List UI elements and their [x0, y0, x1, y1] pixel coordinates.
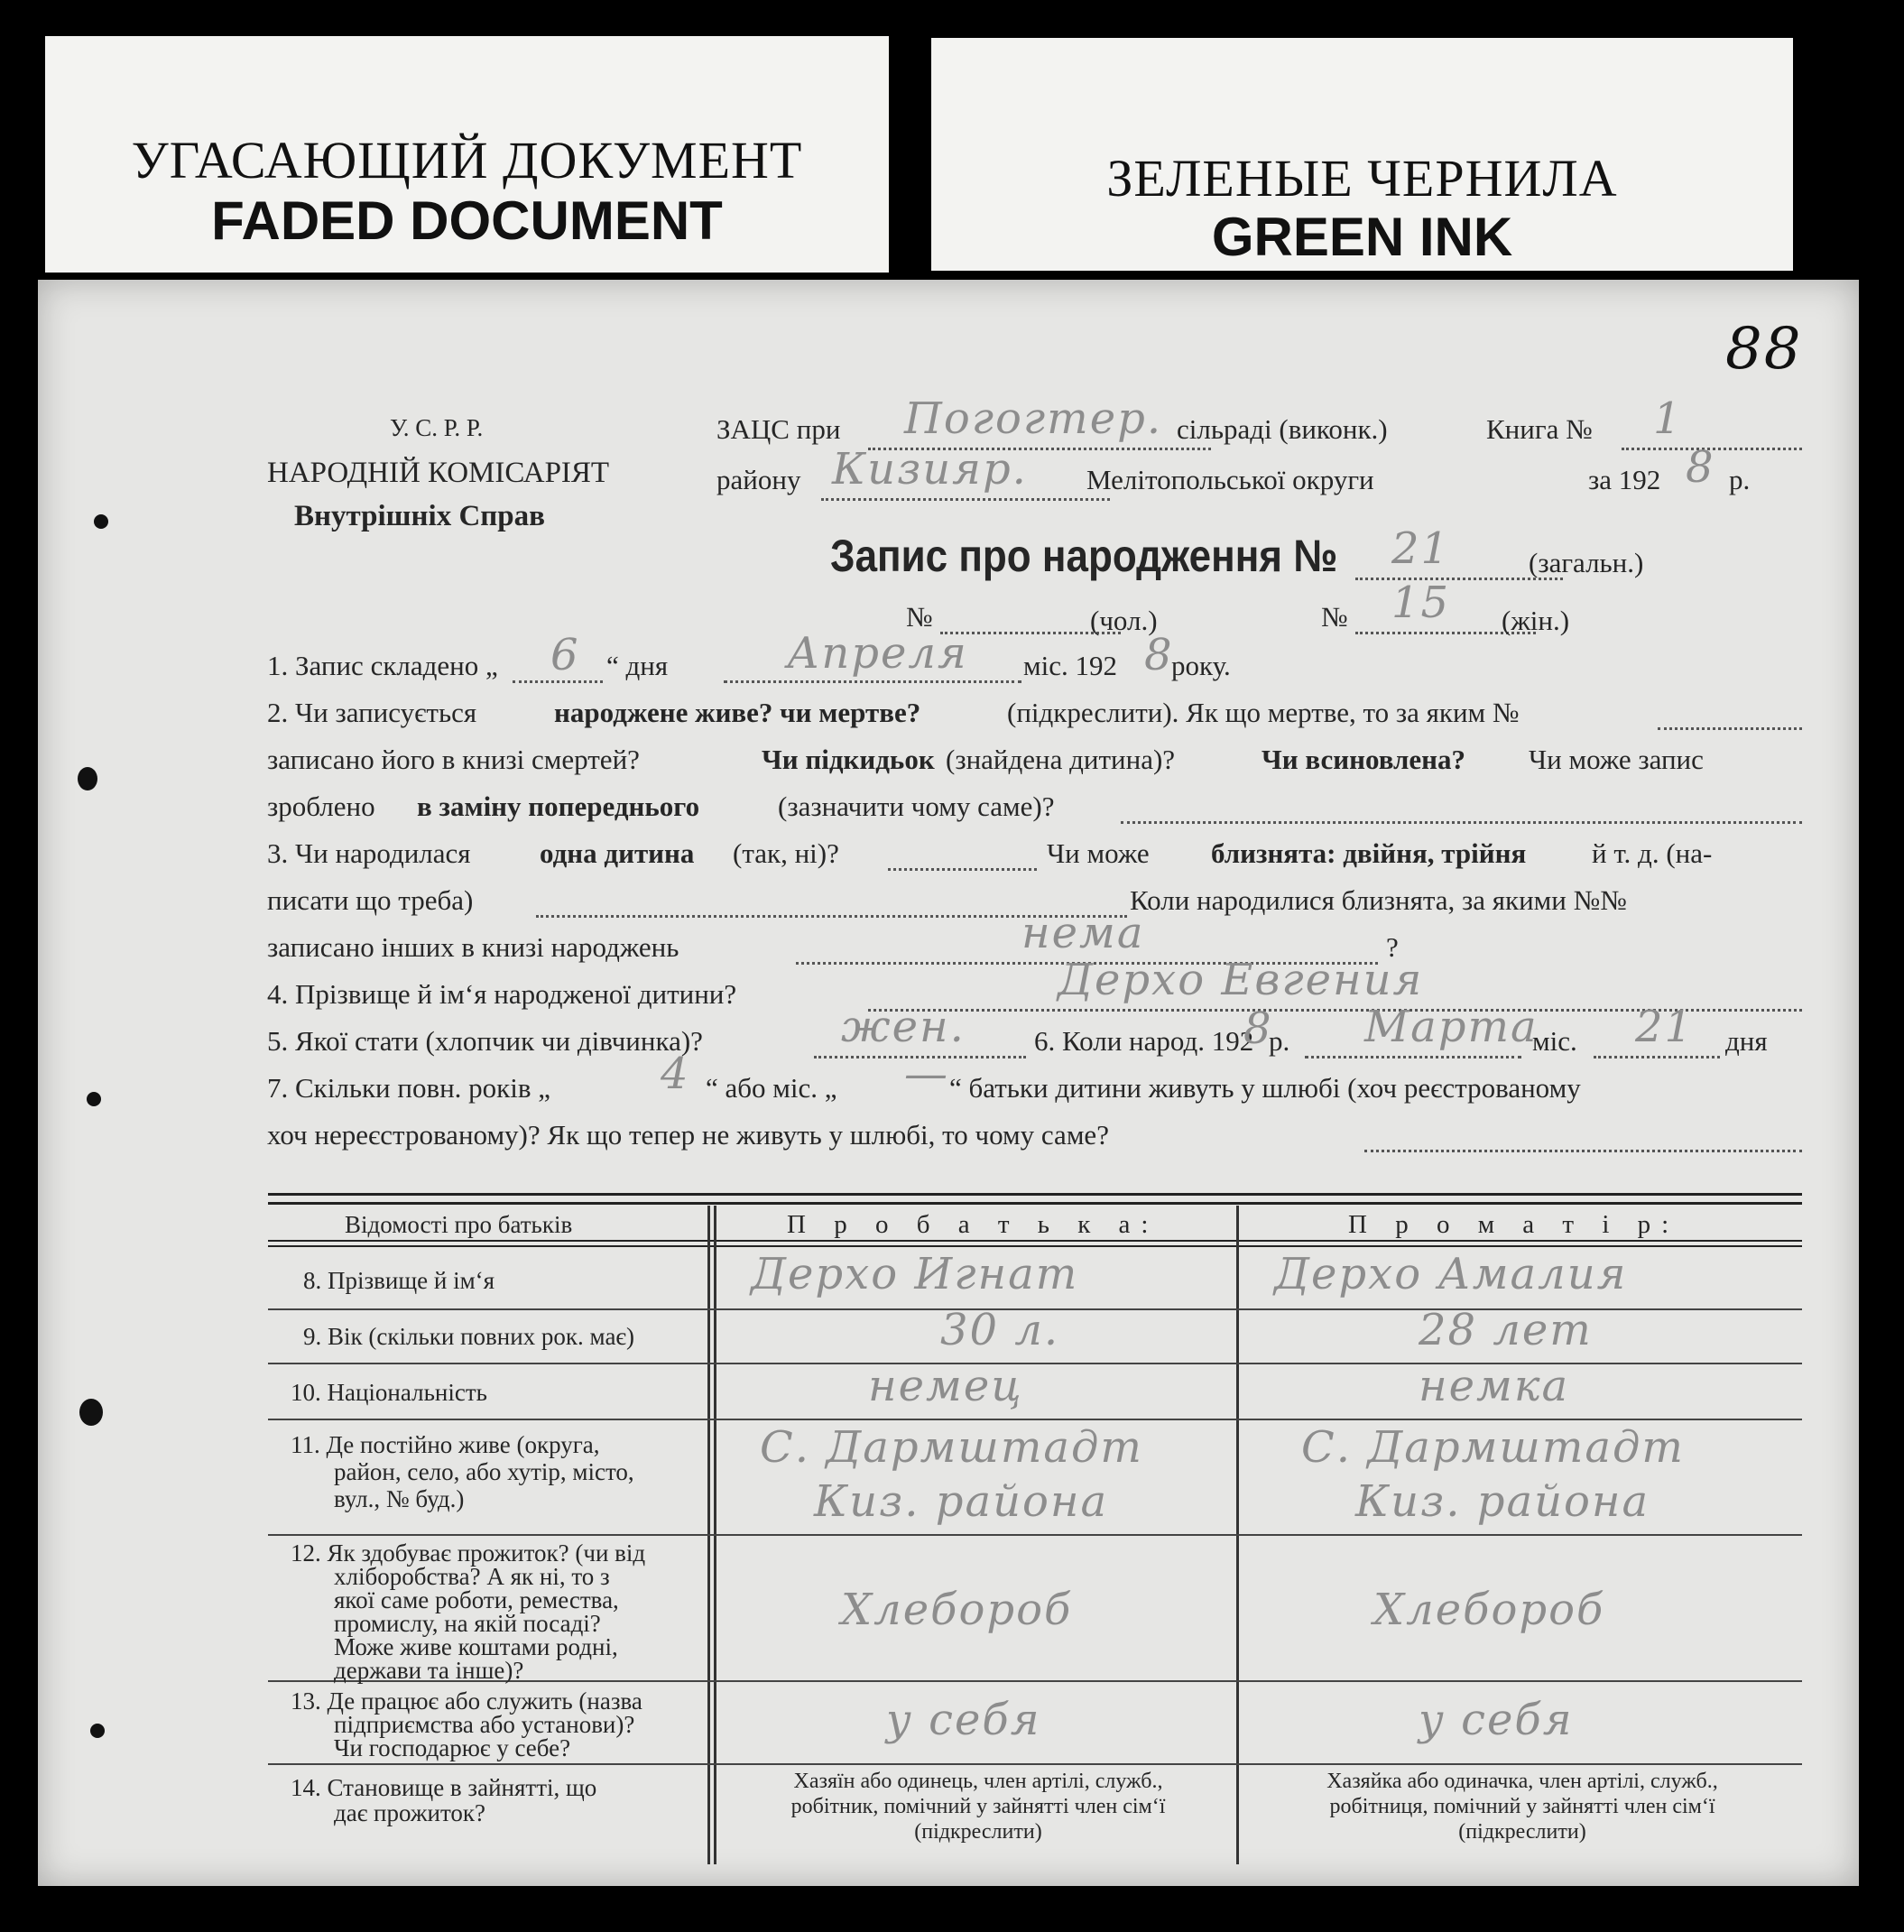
zags-village-value: Погогтер.: [904, 393, 1163, 444]
child-name-value: Дерхо Евгения: [1058, 955, 1424, 1005]
item6-a: 6. Коли народ. 192: [1034, 1025, 1254, 1057]
book-label: Книга №: [1486, 413, 1593, 445]
item3-line1-a: 3. Чи народилася: [267, 837, 471, 869]
marriage-years-value: 4: [661, 1049, 690, 1099]
item2-line2-c: (знайдена дитина)?: [946, 744, 1176, 775]
label-left-en: FADED DOCUMENT: [211, 190, 723, 251]
female-no-label: №: [1321, 601, 1348, 633]
item7-line1-c: “ батьки дитини живуть у шлюбі (хоч реєстрованому: [949, 1072, 1581, 1104]
male-no-label: №: [906, 601, 933, 633]
item1-year-value: 8: [1144, 630, 1174, 680]
row12-label-line: якої саме роботи, ремества,: [334, 1586, 619, 1613]
table-header-rule: [268, 1240, 1802, 1242]
item4-label: 4. Прізвище й ім‘я народженої дитини?: [267, 978, 737, 1010]
record-number-value: 21: [1391, 523, 1451, 574]
faded-document-label: [45, 36, 889, 273]
item6-b: р.: [1269, 1025, 1290, 1057]
dotted-line: [888, 868, 1037, 871]
item3-line1-d: Чи може: [1047, 837, 1150, 869]
father-residence-value: С. Дармштадт: [760, 1422, 1143, 1473]
punch-hole: [90, 1724, 105, 1738]
item3-line1-c: (так, ні)?: [733, 837, 839, 869]
father-occupation-value: Хлебороб: [841, 1585, 1073, 1635]
birth-year-value: 8: [1243, 1003, 1273, 1054]
item2-line2-e: Чи може запис: [1529, 744, 1704, 775]
table-header-father: П р о б а т ь к а:: [787, 1210, 1160, 1239]
table-top-rule: [268, 1193, 1802, 1196]
item1-day-label: “ дня: [606, 650, 669, 681]
row13-label-line: підприємства або установи)?: [334, 1711, 635, 1738]
ussr-header: У. С. Р. Р.: [390, 414, 484, 441]
father-residence-value: Киз. района: [814, 1476, 1109, 1527]
item2-line3-c: (зазначити чому саме)?: [778, 790, 1055, 822]
father-status-line: робітник, помічний у зайнятті член сім‘ї: [790, 1795, 1166, 1818]
mother-occupation-value: Хлебороб: [1373, 1585, 1605, 1635]
row13-label-line: 13. Де працює або служить (назва: [291, 1687, 642, 1715]
row14-label-line: дає прожиток?: [334, 1799, 485, 1826]
item2-line2-b: Чи підкидьок: [762, 744, 935, 775]
row12-label-line: 12. Як здобуває прожиток? (чи від: [291, 1539, 646, 1567]
row11-label-line: вул., № буд.): [334, 1485, 465, 1512]
item6-d: дня: [1725, 1025, 1768, 1057]
dotted-line: [1594, 1056, 1720, 1058]
punch-hole: [87, 1092, 101, 1106]
record-title: Запис про народження №: [830, 531, 1338, 581]
dotted-line: [1305, 1056, 1521, 1058]
item3-line1-f: й т. д. (на-: [1592, 837, 1713, 869]
item2-line2-d: Чи всиновлена?: [1262, 744, 1466, 775]
dotted-line: [1364, 1150, 1802, 1152]
item2-line2-a: записано його в книзі смертей?: [267, 744, 640, 775]
mother-status-line: Хазяйка або одиначка, член артілі, служб.,: [1326, 1770, 1718, 1793]
item1-month-label: міс. 192: [1023, 650, 1117, 681]
district-label: району: [716, 464, 801, 495]
dotted-line: [1658, 727, 1802, 730]
internal-affairs-header: Внутрішніх Справ: [294, 500, 545, 532]
label-right-en: GREEN INK: [1211, 207, 1513, 267]
female-label: (жін.): [1502, 605, 1570, 636]
row12-label-line: промислу, на якій посаді?: [334, 1610, 601, 1637]
table-header-rule: [268, 1245, 1802, 1247]
item1-year-label: року.: [1171, 650, 1231, 681]
row12-label-line: Може живе коштами родні,: [334, 1633, 618, 1660]
birth-day-value: 21: [1635, 1002, 1695, 1052]
mother-residence-value: С. Дармштадт: [1301, 1422, 1685, 1473]
book-number-value: 1: [1653, 393, 1683, 444]
commissariat-header: НАРОДНІЙ КОМІСАРІЯТ: [267, 457, 610, 489]
row13-label-line: Чи господарює у себе?: [334, 1734, 571, 1761]
zags-suffix: сільраді (виконк.): [1177, 413, 1388, 445]
item3-other-records-value: нема: [1021, 908, 1145, 958]
table-row-divider: [268, 1763, 1802, 1765]
table-top-rule: [268, 1202, 1802, 1205]
father-name-value: Дерхо Игнат: [751, 1249, 1079, 1299]
table-row-divider: [268, 1534, 1802, 1536]
table-row-divider: [268, 1419, 1802, 1420]
item1-month-value: Апреля: [787, 628, 968, 679]
item3-line1-e: близнята: двійня, трійня: [1211, 837, 1527, 869]
male-label: (чол.): [1090, 605, 1158, 636]
table-row-divider: [268, 1363, 1802, 1364]
zags-prefix: ЗАЦС при: [716, 413, 841, 445]
punch-hole: [78, 767, 97, 790]
item7-line1-b: “ або міс. „: [706, 1072, 837, 1104]
father-status-line: Хазяїн або одинець, член артілі, служб.,: [793, 1770, 1163, 1793]
father-nationality-value: немец: [868, 1361, 1023, 1411]
row11-label-line: 11. Де постійно живе (округа,: [291, 1431, 600, 1458]
row8-label: 8. Прізвище й ім‘я: [303, 1267, 495, 1294]
father-age-value: 30 л.: [940, 1305, 1060, 1355]
punch-hole: [79, 1399, 103, 1426]
row11-label-line: район, село, або хутір, місто,: [334, 1458, 634, 1485]
mother-status-line: робітниця, помічний у зайнятті член сім‘ї: [1329, 1795, 1715, 1818]
row10-label: 10. Національність: [291, 1379, 487, 1406]
item3-line2-a: писати що треба): [267, 884, 474, 916]
year-suffix: р.: [1729, 464, 1751, 495]
item3-line2-b: Коли народилися близнята, за якими №№: [1130, 884, 1627, 916]
marriage-months-value: —: [904, 1049, 949, 1099]
row14-label-line: 14. Становище в зайнятті, що: [291, 1774, 597, 1801]
item3-line1-b: одна дитина: [540, 837, 695, 869]
general-label: (загальн.): [1529, 547, 1644, 578]
birth-record-page: [38, 280, 1859, 1886]
item7-line2: хоч нереєстрованому)? Як що тепер не живуть у шлюбі, то чому саме?: [267, 1119, 1109, 1151]
item2-line3-b: в заміну попереднього: [417, 790, 700, 822]
item3-line3-b: ?: [1386, 931, 1399, 963]
year-digit-value: 8: [1686, 442, 1715, 493]
item1-day-value: 6: [550, 630, 580, 680]
row9-label: 9. Вік (скільки повних рок. має): [303, 1323, 635, 1350]
okrug-label: Мелітопольської округи: [1086, 464, 1374, 495]
punch-hole: [94, 514, 108, 529]
mother-workplace-value: у себя: [1419, 1695, 1574, 1745]
item1-prefix: 1. Запис складено „: [267, 650, 498, 681]
dotted-line: [724, 680, 1021, 683]
father-status-line: (підкреслити): [914, 1820, 1042, 1844]
label-left-ru: УГАСАЮЩИЙ ДОКУМЕНТ: [131, 131, 803, 190]
item2-line3-a: зроблено: [267, 790, 375, 822]
label-right-ru: ЗЕЛЕНЫЕ ЧЕРНИЛА: [1106, 149, 1618, 208]
year-label: за 192: [1588, 464, 1661, 495]
mother-residence-value: Киз. района: [1355, 1476, 1650, 1527]
dotted-line: [821, 498, 1110, 501]
page-number: 88: [1725, 316, 1803, 383]
dotted-line: [513, 680, 603, 683]
item3-line3-a: записано інших в книзі народжень: [267, 931, 679, 963]
item2-line1-c: (підкреслити). Як що мертве, то за яким №: [1007, 697, 1520, 728]
mother-status-line: (підкреслити): [1458, 1820, 1586, 1844]
father-workplace-value: у себя: [886, 1695, 1041, 1745]
item7-line1-a: 7. Скільки повн. років „: [267, 1072, 550, 1104]
female-number-value: 15: [1391, 578, 1451, 628]
row12-label-line: хліборобства? А як ні, то з: [334, 1563, 610, 1590]
green-ink-label: [931, 38, 1793, 271]
item2-line1-a: 2. Чи записується: [267, 697, 477, 728]
mother-name-value: Дерхо Амалия: [1274, 1249, 1628, 1299]
birth-month-value: Марта: [1364, 1002, 1539, 1052]
row12-label-line: держави та інше)?: [334, 1657, 524, 1684]
item5-label: 5. Якої стати (хлопчик чи дівчинка)?: [267, 1025, 703, 1057]
item2-line1-b: народжене живе? чи мертве?: [554, 697, 921, 728]
dotted-line: [1121, 821, 1802, 824]
table-header-parents: Відомості про батьків: [345, 1211, 573, 1238]
mother-age-value: 28 лет: [1419, 1305, 1593, 1355]
child-sex-value: жен.: [841, 1002, 966, 1052]
table-header-mother: П р о м а т і р:: [1348, 1210, 1680, 1239]
mother-nationality-value: немка: [1419, 1361, 1570, 1411]
item6-c: міс.: [1532, 1025, 1577, 1057]
district-value: Кизияр.: [832, 444, 1028, 495]
